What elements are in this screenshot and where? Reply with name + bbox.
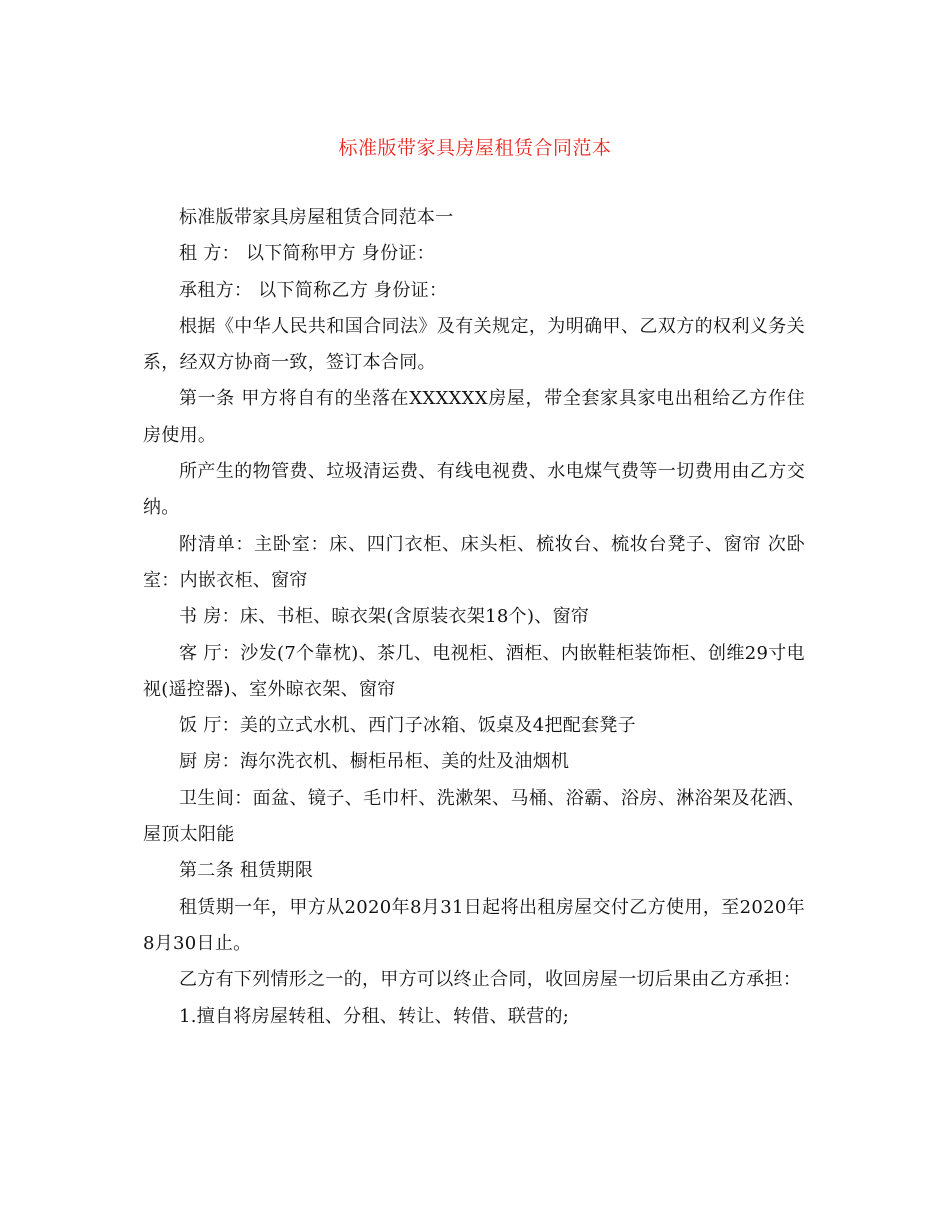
paragraph-inventory-dining-room: 饭 厅：美的立式水机、西门子冰箱、饭桌及4把配套凳子	[179, 715, 636, 737]
paragraph-inventory-bedrooms: 附清单：主卧室：床、四门衣柜、床头柜、梳妆台、梳妆台凳子、窗帘 次卧室：内嵌衣柜、窗帘	[143, 533, 805, 591]
paragraph-inventory-living-room: 客 厅：沙发(7个靠枕)、茶几、电视柜、酒柜、内嵌鞋柜装饰柜、创维29寸电视(遥控器)、室外晾衣架、窗帘	[143, 642, 805, 700]
document-body	[143, 200, 805, 1035]
paragraph-inventory-kitchen: 厨 房：海尔洗衣机、橱柜吊柜、美的灶及油烟机	[179, 751, 570, 773]
paragraph-subtitle: 标准版带家具房屋租赁合同范本一	[179, 207, 454, 228]
paragraph-inventory-bathroom: 卫生间：面盆、镜子、毛巾杆、洗漱架、马桶、浴霸、浴房、淋浴架及花洒、屋顶太阳能	[143, 787, 805, 846]
paragraph-inventory-study: 书 房：床、书柜、晾衣架(含原装衣架18个)、窗帘	[179, 606, 590, 628]
paragraph-lessee: 承租方： 以下简称乙方 身份证：	[179, 279, 448, 301]
paragraph-basis: 根据《中华人民共和国合同法》及有关规定，为明确甲、乙双方的权利义务关系，经双方协商一致，签订本合同。	[143, 315, 805, 374]
paragraph-termination: 乙方有下列情形之一的，甲方可以终止合同，收回房屋一切后果由乙方承担：	[179, 969, 802, 991]
paragraph-lessor: 租 方： 以下简称甲方 身份证：	[179, 243, 435, 265]
paragraph-article-2-heading: 第二条 租赁期限	[179, 860, 314, 882]
paragraph-article-1: 第一条 甲方将自有的坐落在XXXXXX房屋，带全套家具家电出租给乙方作住房使用。	[143, 388, 805, 446]
paragraph-fees: 所产生的物管费、垃圾清运费、有线电视费、水电煤气费等一切费用由乙方交纳。	[143, 461, 805, 519]
document-title: 标准版带家具房屋租赁合同范本	[338, 137, 612, 159]
paragraph-lease-term: 租赁期一年，甲方从2020年8月31日起将出租房屋交付乙方使用，至2020年8月30日止。	[143, 896, 805, 954]
paragraph-termination-item-1: 1.擅自将房屋转租、分租、转让、转借、联营的;	[179, 1005, 570, 1027]
